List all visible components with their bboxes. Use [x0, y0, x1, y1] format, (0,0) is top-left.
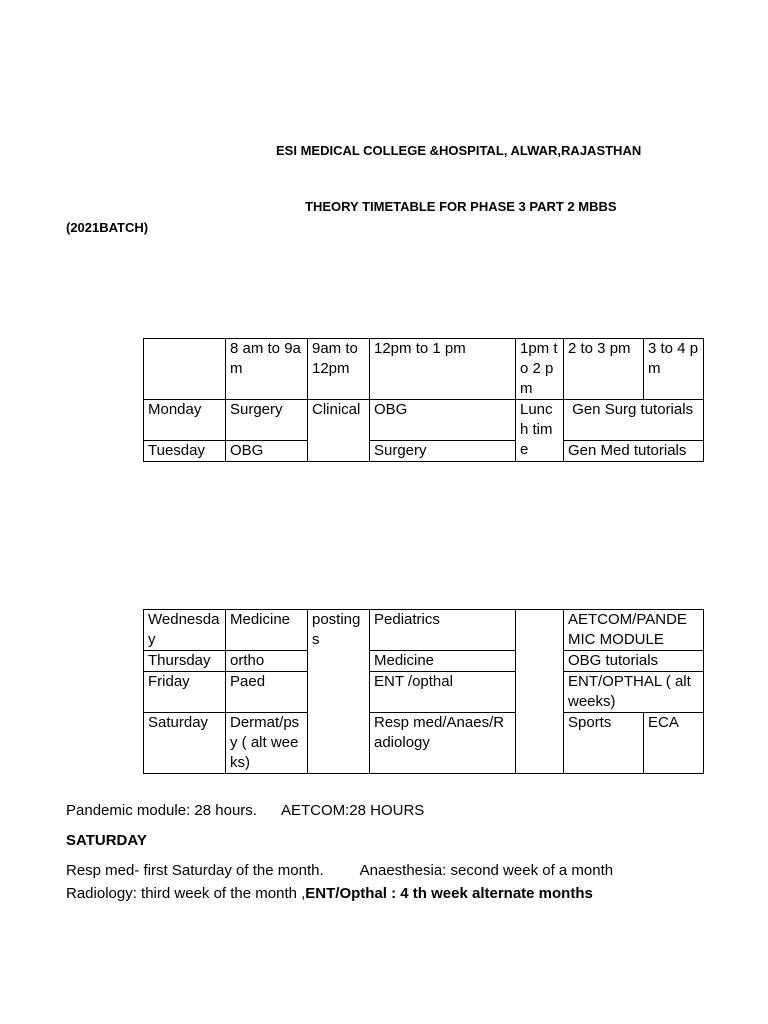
slot-cell-clinical: Clinical — [308, 400, 370, 462]
table-header-row — [144, 339, 704, 400]
batch-label: (2021BATCH) — [66, 220, 149, 235]
eca-cell: ECA — [644, 713, 704, 774]
timetable-table-top — [143, 338, 704, 462]
ent-opthal-note: ENT/Opthal : 4 th week alternate months — [305, 885, 593, 902]
empty-lunch-cell — [516, 610, 564, 774]
timetable-table-bottom — [143, 609, 704, 774]
header-cell-3pm: 3 to 4 pm — [644, 339, 704, 400]
saturday-note-line-1 — [66, 862, 613, 879]
slot-cell: Paed — [226, 672, 308, 713]
slot-cell: Dermat/psy ( alt weeks) — [226, 713, 308, 774]
postings-cell: postings — [308, 610, 370, 774]
slot-cell: Medicine — [226, 610, 308, 651]
slot-cell: Pediatrics — [370, 610, 516, 651]
slot-cell: Surgery — [226, 400, 308, 441]
table-row-saturday — [144, 713, 704, 774]
saturday-heading: SATURDAY — [66, 832, 147, 849]
table-row-thursday — [144, 651, 704, 672]
slot-cell: OBG — [370, 400, 516, 441]
saturday-note-line-2 — [66, 885, 593, 902]
aetcom-hours: AETCOM:28 HOURS — [280, 802, 425, 819]
day-cell: Friday — [144, 672, 226, 713]
day-cell: Saturday — [144, 713, 226, 774]
college-title: ESI MEDICAL COLLEGE &HOSPITAL, ALWAR,RAJASTHAN — [276, 143, 642, 158]
afternoon-cell: Gen Med tutorials — [564, 441, 704, 462]
anaesthesia-note: Anaesthesia: second week of a month — [359, 862, 614, 879]
table-row-tuesday — [144, 441, 704, 462]
day-cell: Monday — [144, 400, 226, 441]
pandemic-hours: Pandemic module: 28 hours. — [66, 802, 257, 819]
day-cell: Thursday — [144, 651, 226, 672]
table-row-wednesday — [144, 610, 704, 651]
slot-cell: OBG — [226, 441, 308, 462]
header-cell-9am: 9am to 12pm — [308, 339, 370, 400]
table-row-friday — [144, 672, 704, 713]
header-cell-2pm: 2 to 3 pm — [564, 339, 644, 400]
afternoon-cell: Gen Surg tutorials — [564, 400, 704, 441]
resp-med-note: Resp med- first Saturday of the month. — [66, 862, 324, 879]
slot-cell: Medicine — [370, 651, 516, 672]
slot-cell: ortho — [226, 651, 308, 672]
lunch-cell: Lunch time — [516, 400, 564, 462]
day-cell: Wednesday — [144, 610, 226, 651]
header-cell-12pm: 12pm to 1 pm — [370, 339, 516, 400]
header-cell-8am: 8 am to 9am — [226, 339, 308, 400]
header-cell-empty — [144, 339, 226, 400]
header-cell-1pm: 1pm to 2 pm — [516, 339, 564, 400]
slot-cell: ENT /opthal — [370, 672, 516, 713]
slot-cell: Surgery — [370, 441, 516, 462]
day-cell: Tuesday — [144, 441, 226, 462]
radiology-note: Radiology: third week of the month , — [66, 885, 306, 902]
slot-cell: Resp med/Anaes/Radiology — [370, 713, 516, 774]
afternoon-cell: ENT/OPTHAL ( alt weeks) — [564, 672, 704, 713]
afternoon-cell: AETCOM/PANDEMIC MODULE — [564, 610, 704, 651]
table-row-monday — [144, 400, 704, 441]
timetable-title: THEORY TIMETABLE FOR PHASE 3 PART 2 MBBS — [305, 199, 617, 214]
sports-cell: Sports — [564, 713, 644, 774]
afternoon-cell: OBG tutorials — [564, 651, 704, 672]
hours-note — [66, 802, 424, 819]
